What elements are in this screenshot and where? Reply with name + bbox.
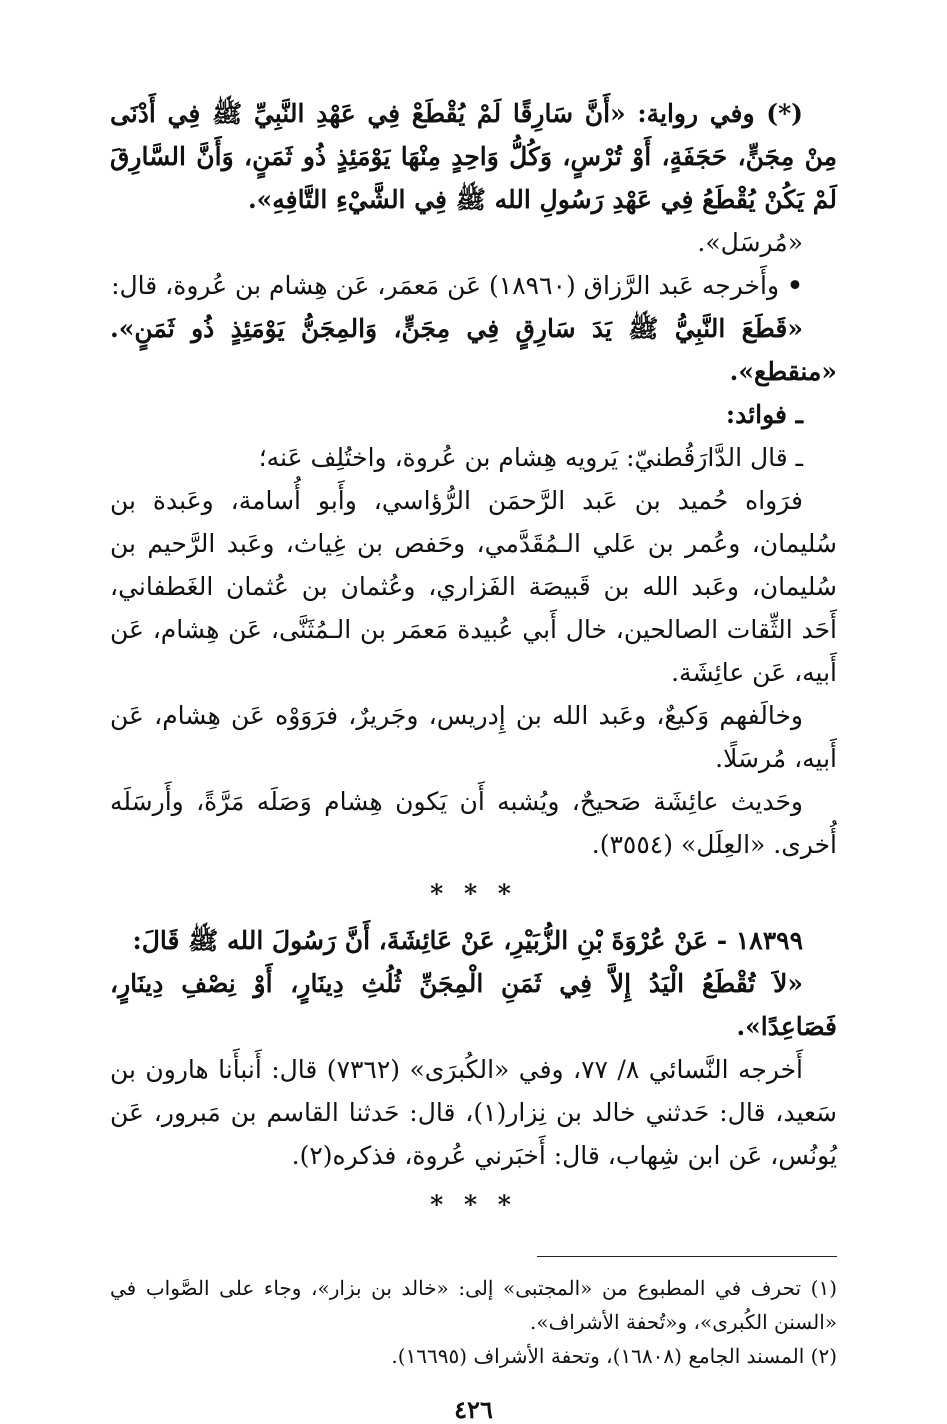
riwaya-paragraph: (*) وفي رواية: «أَنَّ سَارِقًا لَمْ يُقْطَعْ فِي عَهْدِ النَّبِيِّ ﷺ فِي أَدْنَى مِنْ مِجَنٍّ، حَجَفَةٍ، أَوْ تُرْسٍ، وَكُلُّ وَاحِدٍ مِنْهَا يَوْمَئِذٍ ذُو ثَمَنٍ، وَأَنَّ السَّارِقَ لَمْ يَكُنْ يُقْطَعُ فِي عَهْدِ رَسُولِ الله ﷺ فِي الشَّيْءِ التَّافِهِ». [110,99,837,214]
section-separator: * * * [430,1190,517,1219]
section-separator: * * * [430,879,517,908]
hadith-18399-matn: «لاَ تُقْطَعُ الْيَدُ إِلاَّ فِي ثَمَنِ الْمِجَنِّ ثُلُثِ دِينَارٍ، أَوْ نِصْفِ دِينَارٍ، فَصَاعِدًا». [110,969,837,1041]
book-page [110,92,837,1424]
bullet-icon: • [787,271,803,300]
disagreement-paragraph: وخالَفهم وَكيعٌ، وعَبد الله بن إِدريس، وجَريرٌ، فرَوَوْه عَن هِشام، عَن أَبيه، مُرسَلًا. [110,701,837,773]
mursal-label: «مُرسَل». [697,228,803,257]
daraqutni-intro: ـ قال الدَّارَقُطنيّ: يَرويه هِشام بن عُروة، واختُلِف عَنه؛ [258,443,803,472]
footnotes [110,1271,837,1373]
hadith-18399-isnad: ١٨٣٩٩ - عَنْ عُرْوَةَ بْنِ الزُّبَيْرِ، عَنْ عَائِشَةَ، أَنَّ رَسُولَ الله ﷺ قَالَ: [132,926,803,955]
footnote-1: (١) تحرف في المطبوع من «المجتبى» إلى: «خالد بن بزار»، وجاء على الصَّواب في «السنن الكُبرى»، و«تُحفة الأشراف». [110,1276,837,1334]
abdulrazzaq-text: وأَخرجه عَبد الرَّزاق (١٨٩٦٠) عَن مَعمَر، عَن هِشام بن عُروة، قال: [111,271,780,300]
qataa-hadith: «قَطَعَ النَّبِيُّ ﷺ يَدَ سَارِقٍ فِي مِجَنٍّ، وَالمِجَنُّ يَوْمَئِذٍ ذُو ثَمَنٍ». «منقطع». [110,314,837,386]
footnote-divider [537,1256,837,1257]
footnote-2: (٢) المسند الجامع (١٦٨٠٨)، وتحفة الأشراف (١٦٦٩٥). [391,1344,837,1368]
narrators-paragraph: فرَواه حُميد بن عَبد الرَّحمَن الرُّؤاسي، وأَبو أُسامة، وعَبدة بن سُليمان، وعُمر بن عَلي الـمُقَدَّمي، وحَفص بن غِياث، وعَبد الرَّحيم بن سُليمان، وعَبد الله بن قَبيصَة الفَزاري، وعُثمان بن عُثمان الغَطفاني، أَحَد الثِّقات الصالحين، خال أَبي عُبيدة مَعمَر بن الـمُثَنَّى، عَن هِشام، عَن أَبيه، عَن عائِشَة. [110,486,837,687]
main-text [110,92,837,1226]
fawaid-heading: ـ فوائد: [725,400,803,429]
page-number: ٤٢٦ [454,1395,493,1424]
abdulrazzaq-paragraph [110,264,837,307]
verdict-paragraph: وحَديث عائِشَة صَحيحٌ، ويُشبه أَن يَكون هِشام وَصَلَه مَرَّةً، وأَرسَلَه أُخرى. «العِلَل» (٣٥٥٤). [110,787,837,859]
nasai-takhrij: أَخرجه النَّسائي ٨/ ٧٧، وفي «الكُبرَى» (٧٣٦٢) قال: أَنبأَنا هارون بن سَعيد، قال: حَدثني خالد بن نِزار(١)، قال: حَدثنا القاسم بن مَبرور، عَن يُونُس، عَن ابن شِهاب، قال: أَخبَرني عُروة، فذكره(٢). [110,1055,837,1170]
